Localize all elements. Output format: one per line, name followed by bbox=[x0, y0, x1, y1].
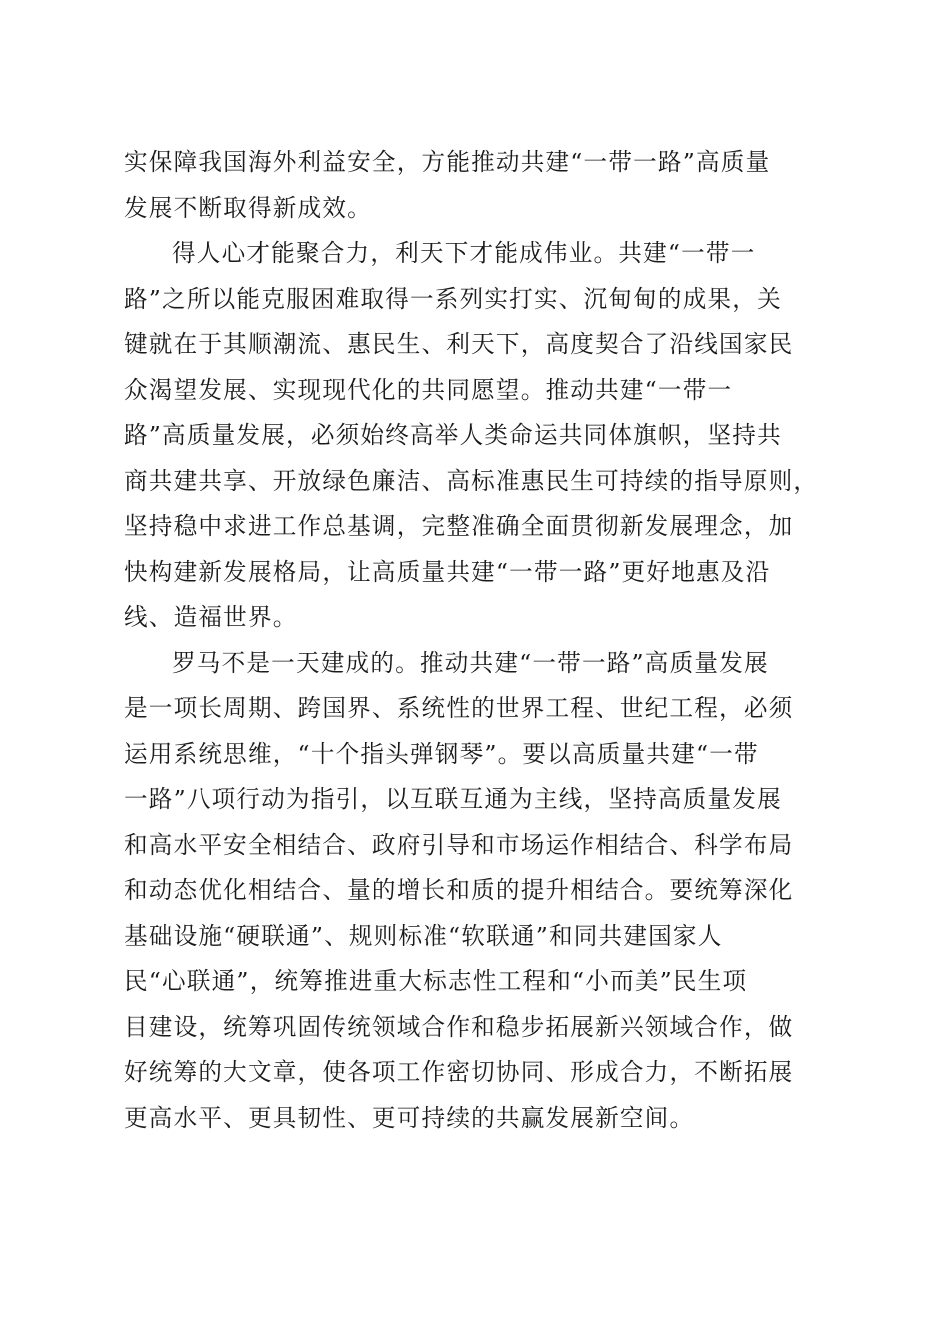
text-line: 民“心联通”，统筹推进重大标志性工程和“小而美”民生项 bbox=[124, 967, 748, 995]
paragraph-first-line: 得人心才能聚合力，利天下才能成伟业。共建“一带一 bbox=[172, 239, 756, 267]
text-line: 快构建新发展格局，让高质量共建“一带一路”更好地惠及沿 bbox=[124, 557, 771, 586]
article-body bbox=[124, 140, 824, 1141]
text-line: 线、造福世界。 bbox=[124, 603, 298, 631]
text-line: 路”之所以能克服困难取得一系列实打实、沉甸甸的成果，关 bbox=[124, 284, 782, 313]
paragraph-first-line: 罗马不是一天建成的。推动共建“一带一路”高质量发展 bbox=[172, 648, 769, 677]
text-line: 好统筹的大文章，使各项工作密切协同、形成合力，不断拓展 bbox=[124, 1058, 794, 1086]
text-line: 众渴望发展、实现现代化的共同愿望。推动共建“一带一 bbox=[124, 375, 733, 404]
text-line: 路”高质量发展，必须始终高举人类命运共同体旗帜，坚持共 bbox=[124, 421, 782, 449]
text-line: 是一项长周期、跨国界、系统性的世界工程、世纪工程，必须 bbox=[124, 694, 794, 722]
text-line: 商共建共享、开放绿色廉洁、高标准惠民生可持续的指导原则， bbox=[124, 466, 819, 495]
text-line: 一路”八项行动为指引，以互联互通为主线，坚持高质量发展 bbox=[124, 785, 782, 813]
text-line: 发展不断取得新成效。 bbox=[124, 193, 372, 222]
text-line: 坚持稳中求进工作总基调，完整准确全面贯彻新发展理念，加 bbox=[124, 512, 794, 540]
text-line: 目建设，统筹巩固传统领域合作和稳步拓展新兴领域合作，做 bbox=[124, 1012, 794, 1041]
text-line: 和高水平安全相结合、政府引导和市场运作相结合、科学布局 bbox=[124, 830, 794, 859]
text-line: 实保障我国海外利益安全，方能推动共建“一带一路”高质量 bbox=[124, 148, 771, 176]
text-line: 更高水平、更具韧性、更可持续的共赢发展新空间。 bbox=[124, 1103, 695, 1132]
text-line: 基础设施“硬联通”、规则标准“软联通”和同共建国家人 bbox=[124, 921, 723, 950]
text-line: 和动态优化相结合、量的增长和质的提升相结合。要统筹深化 bbox=[124, 876, 794, 904]
text-line: 键就在于其顺潮流、惠民生、利天下，高度契合了沿线国家民 bbox=[124, 330, 794, 358]
text-line: 运用系统思维，“十个指头弹钢琴”。要以高质量共建“一带 bbox=[124, 739, 759, 768]
